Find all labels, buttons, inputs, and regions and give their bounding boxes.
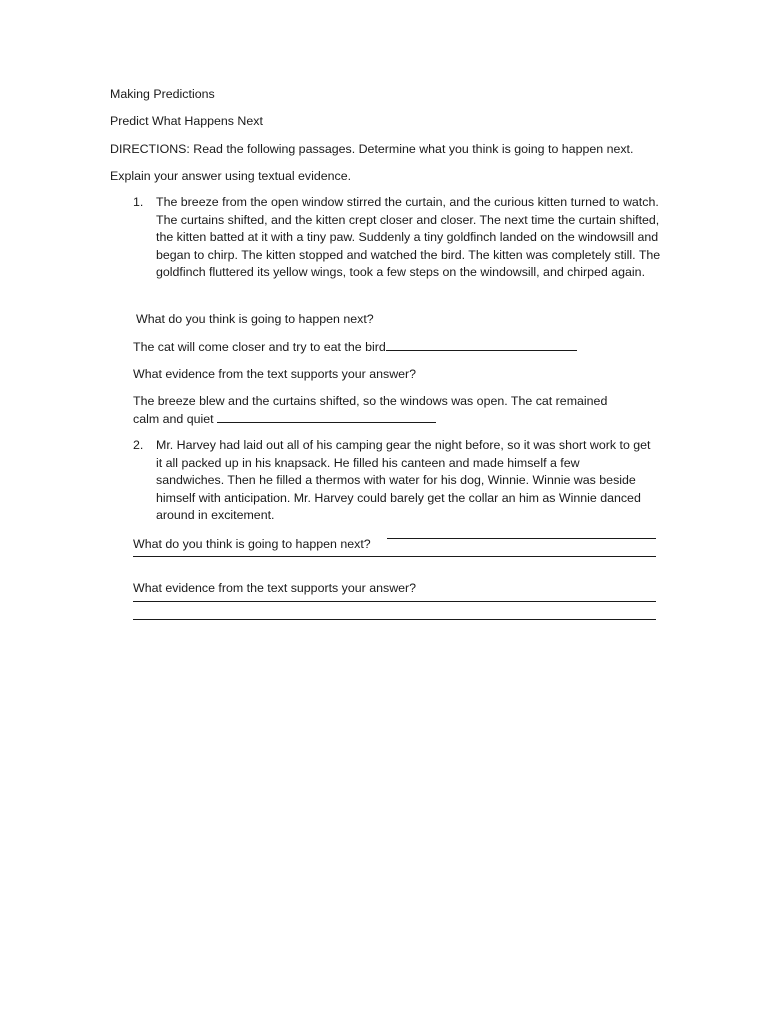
question-1-evidence-answer-line-1: The breeze blew and the curtains shifted, so the windows was open. The cat remained <box>133 394 608 408</box>
question-2-evidence-prompt: What evidence from the text supports your answer? <box>133 581 417 595</box>
answer-blank-line <box>386 338 577 351</box>
question-1-prediction-answer <box>133 338 577 356</box>
question-1-number: 1. <box>133 195 144 209</box>
question-1-evidence-answer-line-2 <box>133 410 436 428</box>
answer-line[interactable] <box>133 601 656 602</box>
instructions-text: Explain your answer using textual evidence. <box>110 169 352 183</box>
prediction-prompt-text: What do you think is going to happen next? <box>133 537 371 551</box>
worksheet-subtitle: Predict What Happens Next <box>110 114 263 128</box>
question-1-passage: The breeze from the open window stirred the curtain, and the curious kitten turned to watch. The curtains shifted, and the kitten crept closer and closer. The next time the curtain shifted, the kitten batted at it with a tiny paw. Suddenly a tiny goldfinch landed on the windowsill and began to chirp. The kitten stopped and watched the bird. The kitten was completely still. The goldfinch fluttered its yellow wings, took a few steps on the windowsill, and chirped again. <box>156 195 661 280</box>
directions-text: DIRECTIONS: Read the following passages. Determine what you think is going to happen next. <box>110 142 634 156</box>
question-1-evidence-prompt: What evidence from the text supports your answer? <box>133 367 417 381</box>
answer-line[interactable] <box>133 556 656 557</box>
answer-blank-line <box>217 410 436 423</box>
question-2-number: 2. <box>133 438 144 452</box>
question-1-prediction-prompt: What do you think is going to happen next? <box>136 312 374 326</box>
question-2-prediction-prompt <box>133 535 371 553</box>
evidence-answer-text: calm and quiet <box>133 412 214 426</box>
question-2-passage: Mr. Harvey had laid out all of his camping gear the night before, so it was short work to get it all packed up in his knapsack. He filled his canteen and made himself a few sandwiches. Then he filled a thermos with water for his dog, Winnie. Winnie was beside himself with anticipation. Mr. Harvey could barely get the collar an him as Winnie danced around in excitement. <box>156 438 651 523</box>
answer-line[interactable] <box>133 619 656 620</box>
prediction-answer-text: The cat will come closer and try to eat the bird <box>133 340 386 354</box>
answer-line[interactable] <box>387 538 656 539</box>
worksheet-title: Making Predictions <box>110 87 215 101</box>
